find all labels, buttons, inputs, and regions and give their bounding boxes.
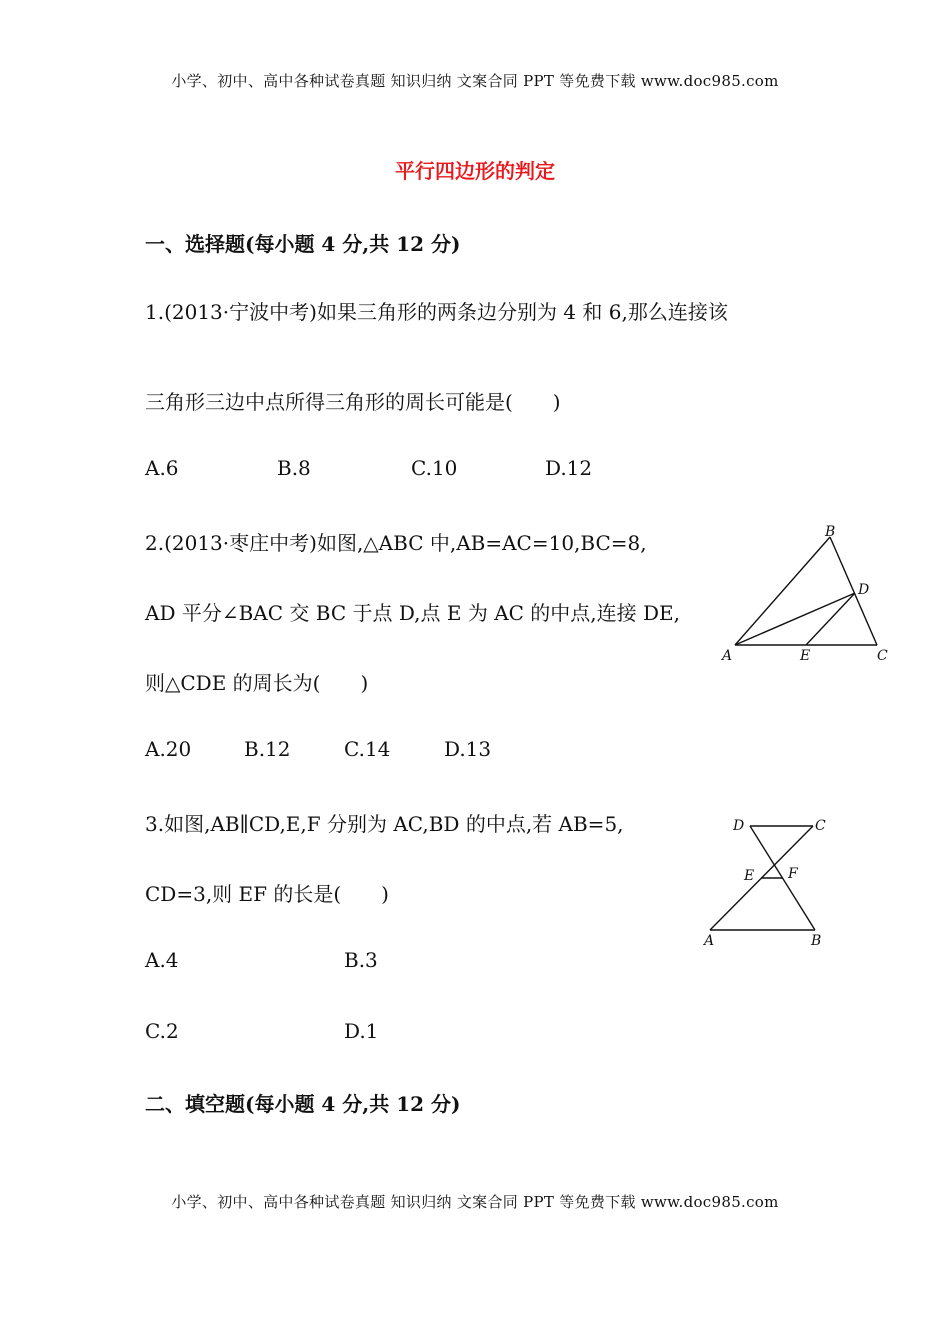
q2-label-b: B [825,524,836,540]
q3-option-a: A.4 [145,948,179,972]
q2-segment-bc [830,537,877,645]
q3-label-a: A [704,933,715,949]
section-heading-fill: 二、填空题(每小题 4 分,共 12 分) [145,1092,461,1116]
q2-option-a: A.20 [145,737,192,761]
q3-hourglass-figure [698,812,838,952]
q2-label-e: E [800,648,811,664]
q3-line1: 3.如图,AB∥CD,E,F 分别为 AC,BD 的中点,若 AB=5, [145,812,624,836]
q3-line2: CD=3,则 EF 的长是( ) [145,882,389,906]
q2-option-d: D.13 [444,737,492,761]
q1-option-a: A.6 [145,456,179,480]
q1-option-c: C.10 [411,456,458,480]
q2-segment-de [806,593,855,645]
page-title: 平行四边形的判定 [395,159,555,183]
q2-label-d: D [858,582,870,598]
q2-label-a: A [722,648,733,664]
q3-label-b: B [811,933,822,949]
q3-label-d: D [733,818,745,834]
q2-segment-ab [735,537,830,645]
page-header: 小学、初中、高中各种试卷真题 知识归纳 文案合同 PPT 等免费下载 www.doc985.com [171,72,779,90]
page-footer: 小学、初中、高中各种试卷真题 知识归纳 文案合同 PPT 等免费下载 www.doc985.com [171,1193,779,1211]
q1-line2: 三角形三边中点所得三角形的周长可能是( ) [145,390,561,414]
q2-option-b: B.12 [244,737,291,761]
q2-label-c: C [877,648,888,664]
section-heading-choice: 一、选择题(每小题 4 分,共 12 分) [145,232,461,256]
q1-option-b: B.8 [277,456,311,480]
q2-line2: AD 平分∠BAC 交 BC 于点 D,点 E 为 AC 的中点,连接 DE, [145,601,680,625]
q3-option-b: B.3 [344,948,378,972]
q2-segment-ad [735,593,855,645]
q3-label-e: E [744,868,755,884]
q3-option-c: C.2 [145,1019,179,1043]
q2-option-c: C.14 [344,737,391,761]
q3-label-c: C [815,818,826,834]
q1-line1: 1.(2013·宁波中考)如果三角形的两条边分别为 4 和 6,那么连接该 [145,300,728,324]
q2-line1: 2.(2013·枣庄中考)如图,△ABC 中,AB=AC=10,BC=8, [145,531,647,555]
q2-line3: 则△CDE 的周长为( ) [145,671,369,695]
q1-option-d: D.12 [545,456,593,480]
q2-triangle-figure [715,518,900,668]
q3-option-d: D.1 [344,1019,379,1043]
q3-label-f: F [788,866,798,882]
